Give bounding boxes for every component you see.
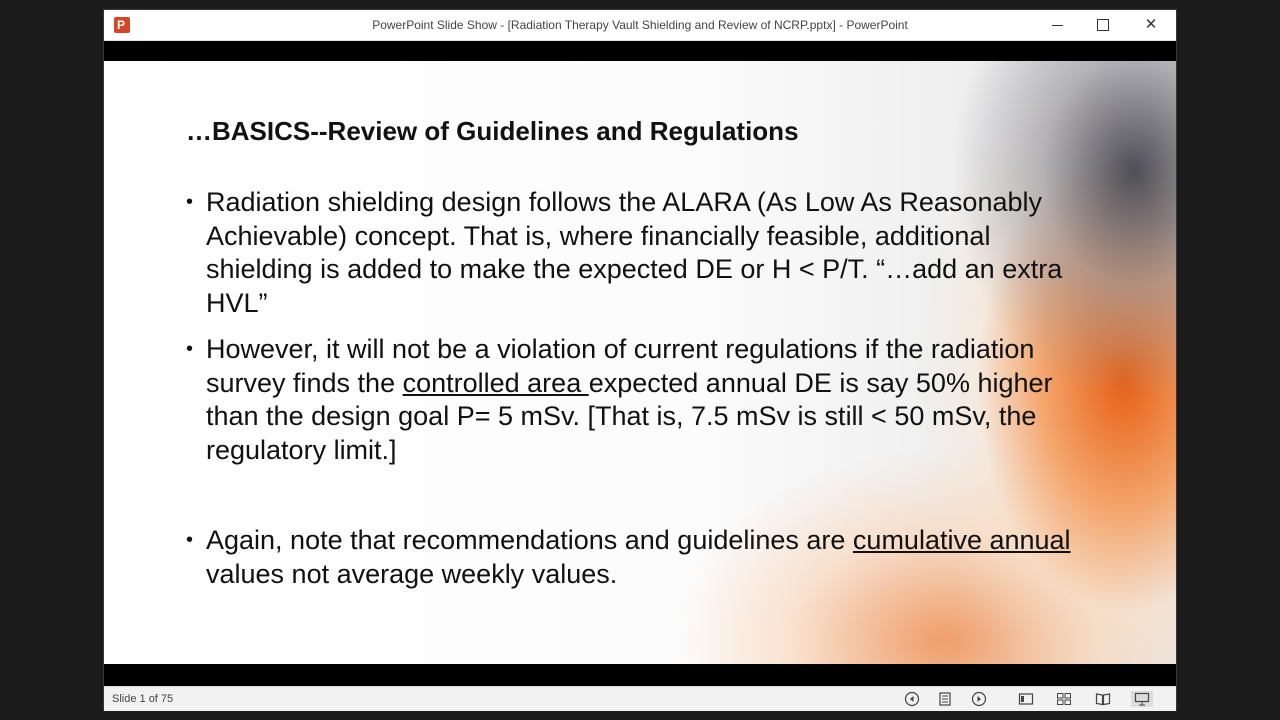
previous-slide-button[interactable]	[904, 691, 920, 707]
bullet-text-part: values not average weekly values.	[206, 558, 618, 589]
slide-menu-icon	[937, 691, 953, 707]
previous-icon	[904, 691, 920, 707]
slide-menu-button[interactable]	[937, 691, 953, 707]
slide-counter: Slide 1 of 75	[112, 693, 174, 705]
title-bar	[104, 10, 1176, 41]
slide-canvas[interactable]	[104, 61, 1176, 664]
slide-show-button[interactable]	[1131, 691, 1153, 707]
normal-view-button[interactable]	[1018, 691, 1034, 707]
slide-sorter-icon	[1056, 691, 1072, 707]
slide-title: …BASICS--Review of Guidelines and Regulations	[186, 116, 799, 146]
close-button[interactable]: ✕	[1144, 16, 1158, 33]
reading-view-icon	[1095, 691, 1111, 707]
bullet-marker: •	[186, 338, 194, 360]
bullet-text	[206, 524, 1096, 591]
bullet-text-part: expected annual DE is say 50% higher than the design goal P= 5 mSv. [That is, 7.5 mSv is still < 50 mSv, the regulatory limit.]	[206, 367, 1053, 465]
bullet-text-part: Again, note that recommendations and guidelines are	[206, 525, 853, 555]
letterbox-bottom	[104, 664, 1176, 686]
bullet-marker: •	[186, 191, 194, 213]
slide-show-icon	[1134, 691, 1150, 707]
reading-view-button[interactable]	[1095, 691, 1111, 707]
maximize-icon	[1097, 19, 1109, 31]
bullet-item	[186, 333, 1096, 467]
bullet-text	[206, 333, 1096, 467]
underlined-text: controlled area	[402, 367, 589, 398]
minimize-button[interactable]	[1034, 10, 1080, 40]
minimize-icon	[1052, 25, 1063, 26]
maximize-button[interactable]	[1080, 10, 1126, 40]
powerpoint-window	[104, 10, 1176, 710]
bullet-text-part: However, it will not be a violation of current regulations if the radiation survey finds the	[206, 334, 1035, 398]
next-icon	[971, 691, 987, 707]
underlined-text: cumulative annual	[852, 525, 1071, 555]
bullet-item	[186, 186, 1096, 320]
next-slide-button[interactable]	[971, 691, 987, 707]
normal-view-icon	[1018, 691, 1034, 707]
status-bar	[104, 686, 1176, 711]
letterbox-top	[104, 41, 1176, 61]
bullet-item	[186, 524, 1096, 591]
bullet-text: Radiation shielding design follows the ALARA (As Low As Reasonably Achievable) concept. That is, where financially feasible, additional shielding is added to make the expected DE or H < P/T. “…add an extra HVL”	[206, 187, 1063, 318]
window-title: PowerPoint Slide Show - [Radiation Therapy Vault Shielding and Review of NCRP.pptx] - PowerPoint	[372, 18, 908, 32]
slide-sorter-button[interactable]	[1056, 691, 1072, 707]
bullet-marker: •	[186, 529, 194, 551]
